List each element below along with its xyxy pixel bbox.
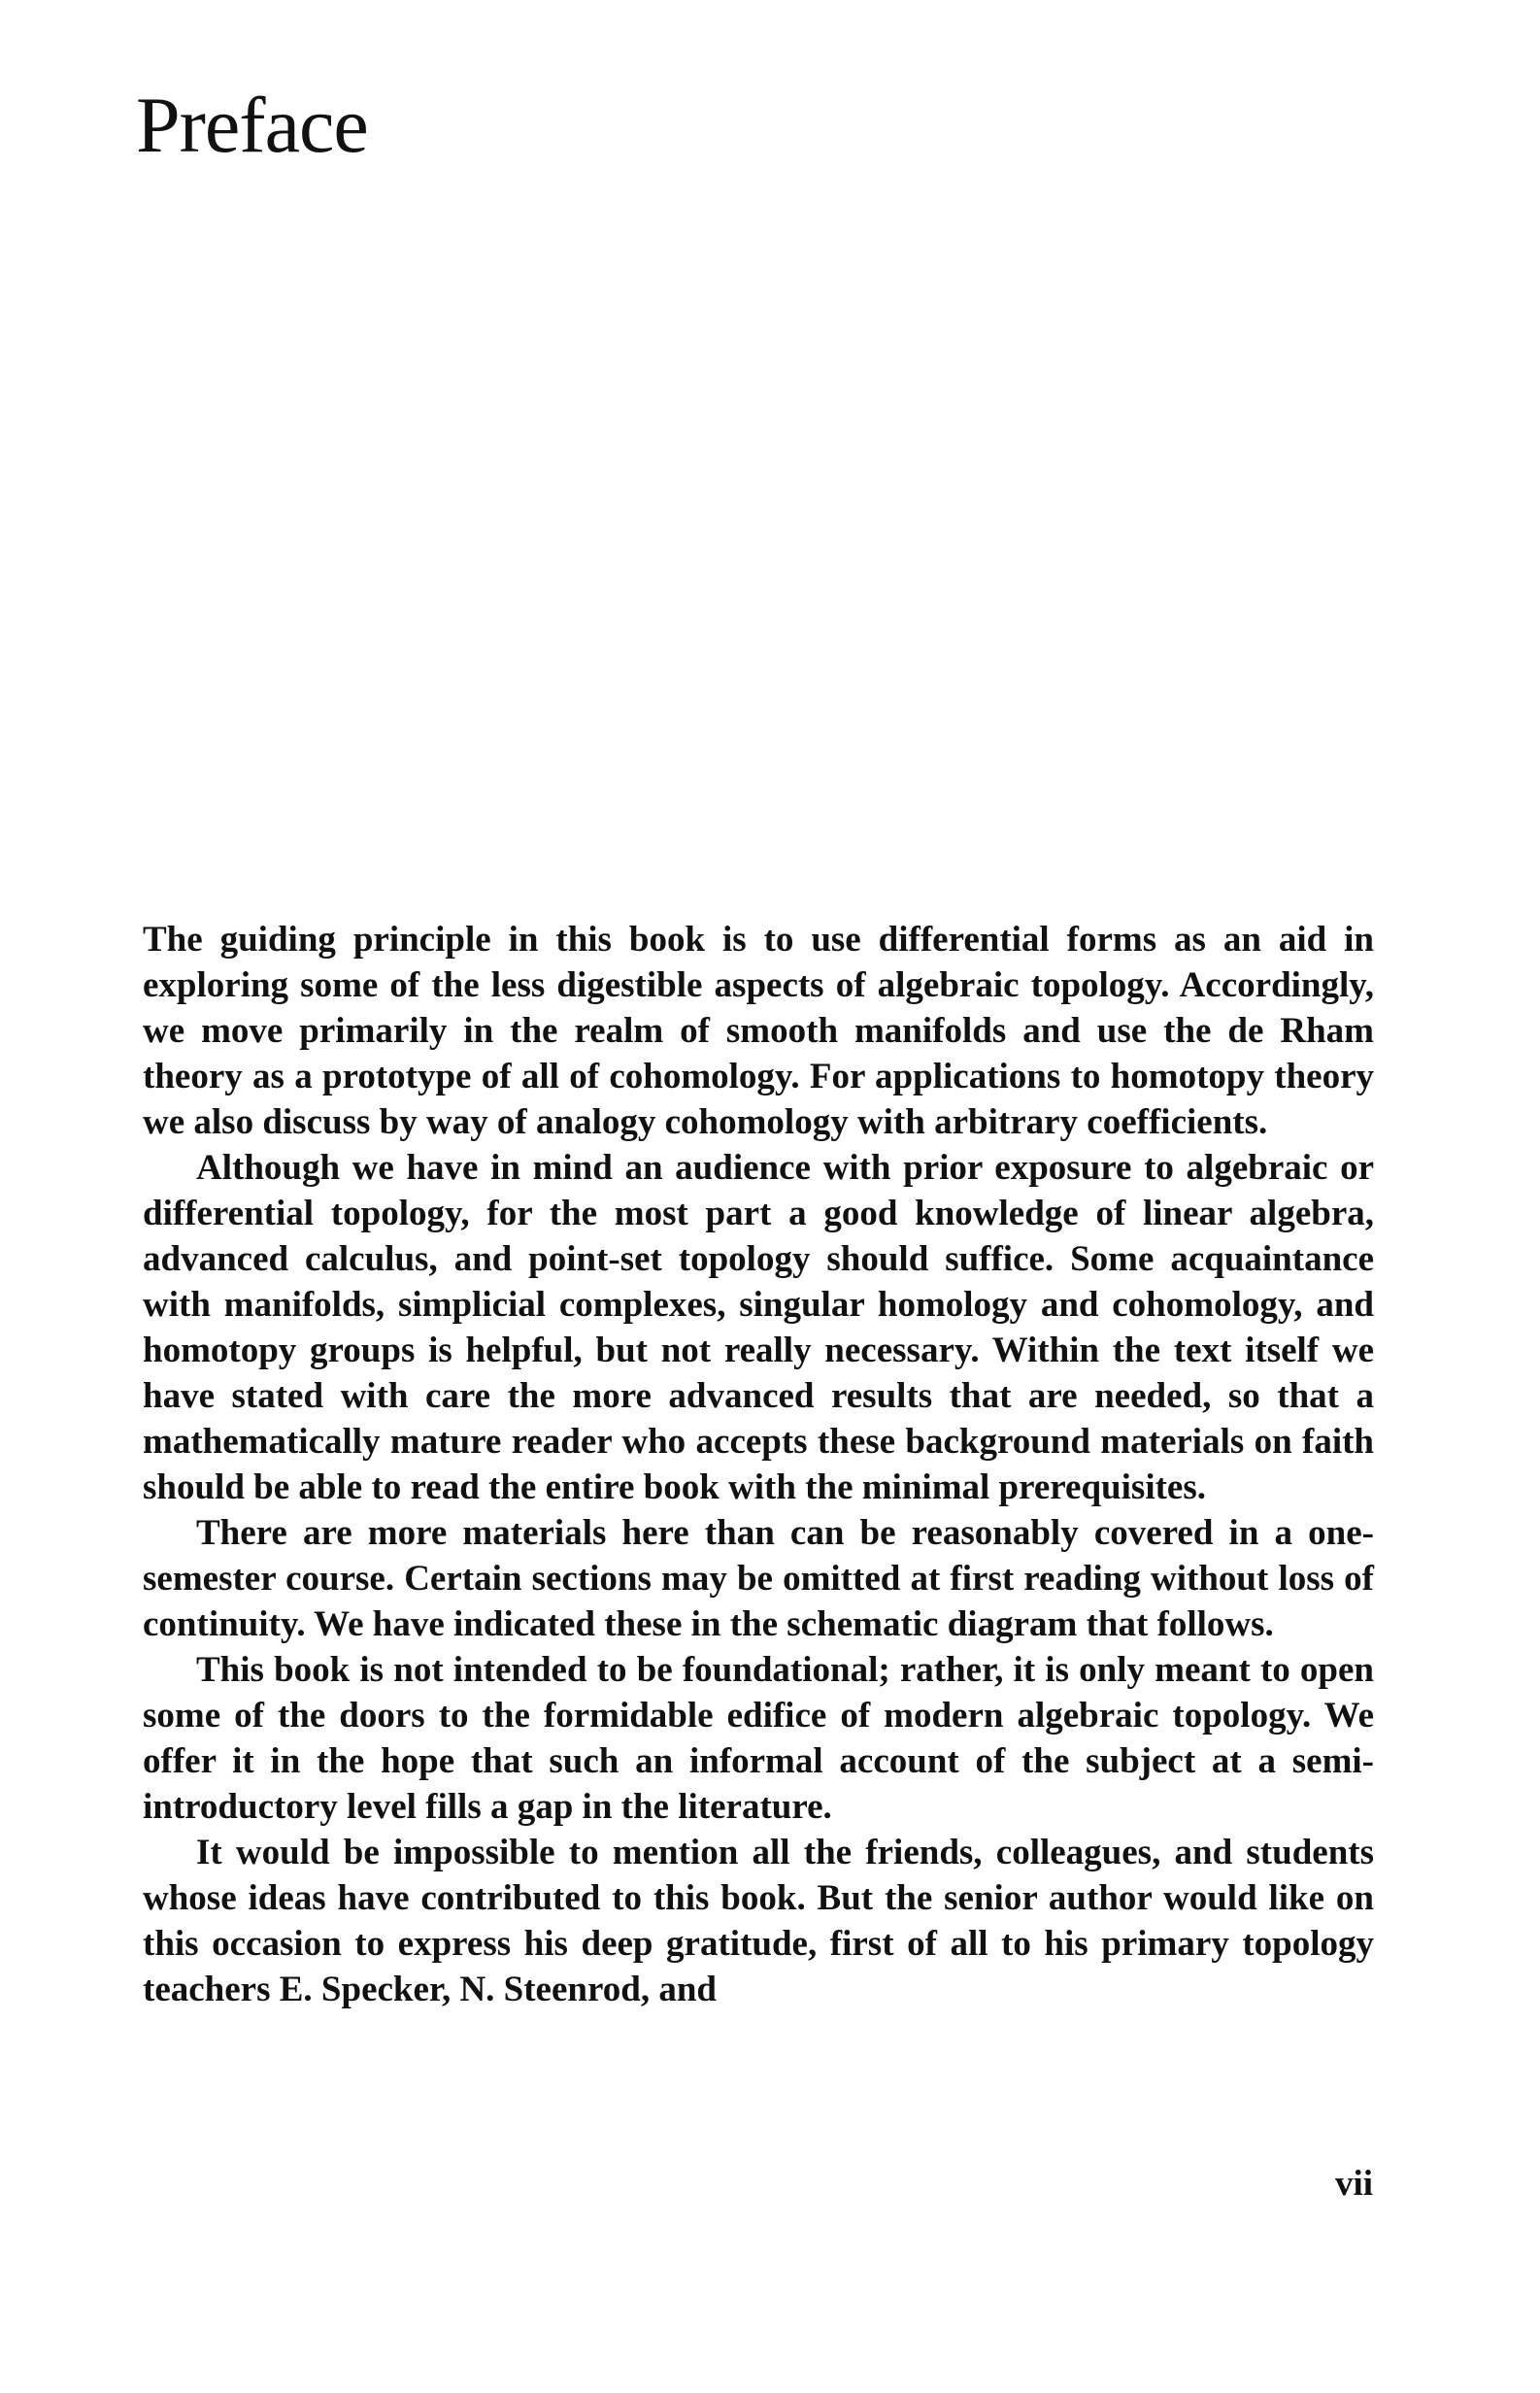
- paragraph-3: There are more materials here than can be reasonably covered in a one-semester course. Certain sections may be omitted at first reading without loss of continuity. We have indicated these in the schematic diagram that follows.: [143, 1513, 1374, 1644]
- paragraph-4: This book is not intended to be foundational; rather, it is only meant to open some of the doors to the formidable edifice of modern algebraic topology. We offer it in the hope that such an informal account of the subject at a semi-introductory level fills a gap in the literature.: [143, 1650, 1374, 1827]
- paragraph-2: Although we have in mind an audience with prior exposure to algebraic or differential topology, for the most part a good knowledge of linear algebra, advanced calculus, and point-set topology should suffice. Some acquaintance with manifolds, simplicial complexes, singular homology and cohomology, and homotopy groups is helpful, but not really necessary. Within the text itself we have stated with care the more advanced results that are needed, so that a mathematically mature reader who accepts these background materials on faith should be able to read the entire book with the minimal prerequisites.: [143, 1148, 1374, 1507]
- paragraph-5: It would be impossible to mention all the friends, colleagues, and students whose ideas have contributed to this book. But the senior author would like on this occasion to express his deep gratitude, first of all to his primary topology teachers E. Specker, N. Steenrod, and: [143, 1833, 1374, 2009]
- page-number: vii: [1334, 2164, 1373, 2204]
- paragraph-1: The guiding principle in this book is to use differential forms as an aid in exploring some of the less digestible aspects of algebraic topology. Accordingly, we move primarily in the realm of smooth manifolds and use the de Rham theory as a prototype of all of cohomology. For applications to homotopy theory we also discuss by way of analogy cohomology with arbitrary coefficients.: [143, 920, 1374, 1142]
- preface-body: [143, 917, 1374, 2012]
- page-title: Preface: [136, 81, 368, 169]
